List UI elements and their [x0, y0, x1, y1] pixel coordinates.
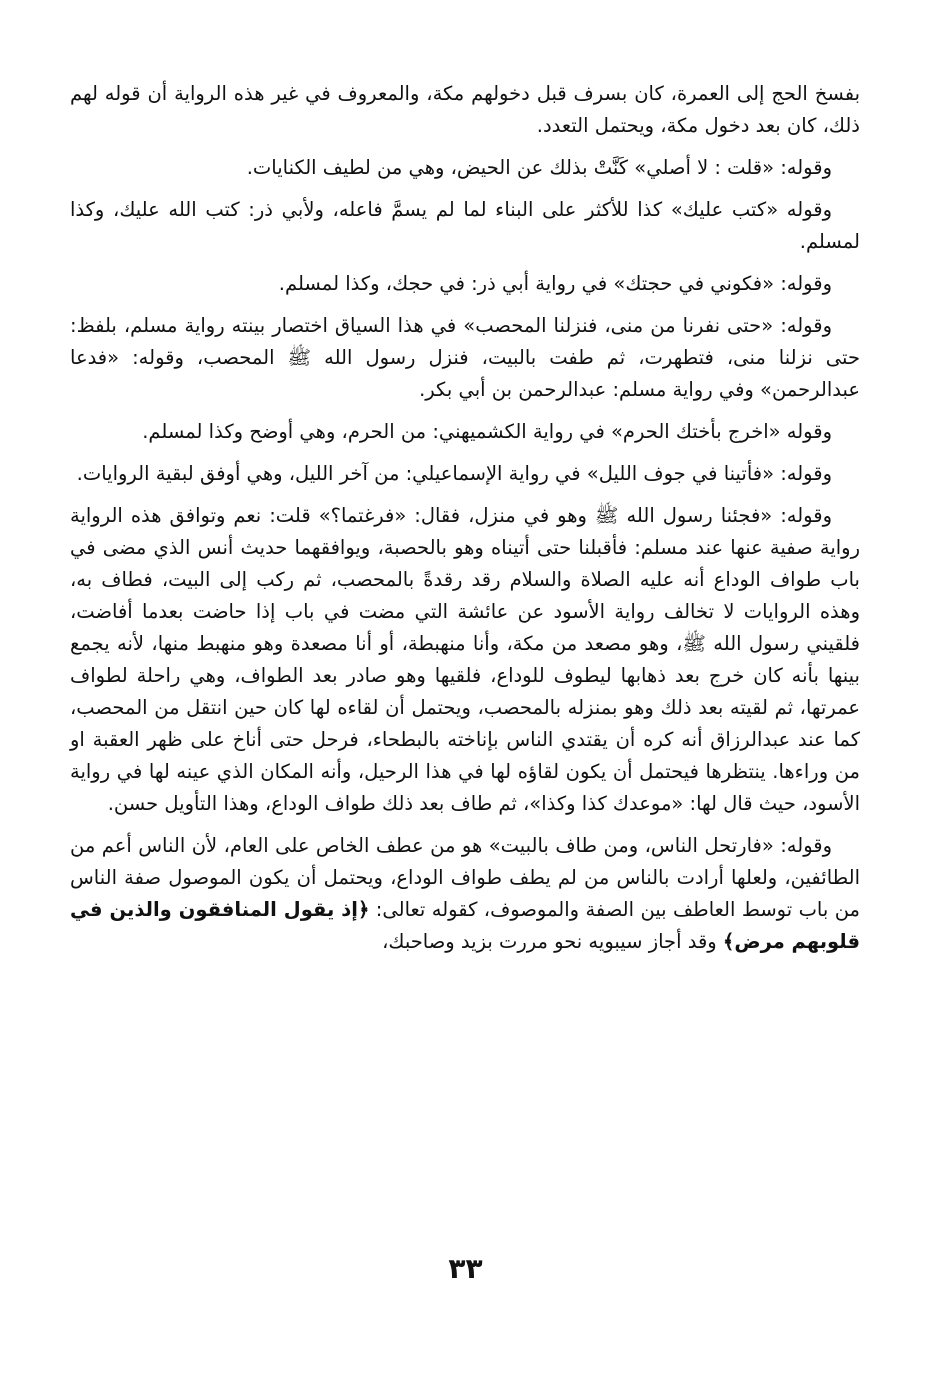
page-body — [70, 78, 860, 968]
quran-verse: ﴿إذ يقول المنافقون والذين في قلوبهم مرض﴾ — [70, 898, 860, 953]
paragraph-8: وقوله: «فجئنا رسول الله ﷺ وهو في منزل، فقال: «فرغتما؟» قلت: نعم وتوافق هذه الرواية رواية صفية عنها عند مسلم: فأقبلنا حتى أتيناه وهو بالحصبة، ويوافقهما حديث أنس الذي مضى في باب طواف الوداع أنه عليه الصلاة والسلام رقد رقدةً بالمحصب، ثم ركب إلى البيت، فطاف به، وهذه الروايات لا تخالف رواية الأسود عن عائشة التي مضت في باب إذا حاضت بعدما أفاضت، فلقيني رسول الله ﷺ، وهو مصعد من مكة، وأنا منهبطة، أو أنا مصعدة وهو منهبط منها، لأنه يجمع بينها بأنه كان خرج بعد ذهابها ليطوف للوداع، فلقيها وهو صادر بعد الطواف، وهي راحلة لطواف عمرتها، ثم لقيته بعد ذلك وهو بمنزله بالمحصب، ويحتمل أن لقاءه لها كان حين انتقل من المحصب، كما عند عبدالرزاق أنه كره أن يقتدي الناس بإناخته بالبطحاء، فرحل حتى أناخ على ظهر العقبة او من وراءها. ينتظرها فيحتمل أن يكون لقاؤه لها في هذا الرحيل، وأنه المكان الذي عينه لها في رواية الأسود، حيث قال لها: «موعدك كذا وكذا»، ثم طاف بعد ذلك طواف الوداع، وهذا التأويل حسن. — [70, 504, 860, 815]
paragraph-3: وقوله «كتب عليك» كذا للأكثر على البناء لما لم يسمَّ فاعله، ولأبي ذر: كتب الله عليك، وكذا لمسلم. — [70, 198, 860, 253]
paragraph-1: بفسخ الحج إلى العمرة، كان بسرف قبل دخولهم مكة، والمعروف في غير هذه الرواية أن قوله لهم ذلك، كان بعد دخول مكة، ويحتمل التعدد. — [70, 82, 860, 137]
page-number: ٣٣ — [448, 1252, 483, 1285]
paragraph-9-before: وقوله: «فارتحل الناس، ومن طاف بالبيت» هو من عطف الخاص على العام، لأن الناس أعم من الطائفين، ولعلها أرادت بالناس من لم يطف طواف الوداع، ويحتمل أن يكون الموصول صفة الناس من باب توسط العاطف بين الصفة والموصوف، كقوله تعالى: — [70, 834, 860, 921]
paragraph-9 — [70, 830, 860, 958]
paragraph-7: وقوله: «فأتينا في جوف الليل» في رواية الإسماعيلي: من آخر الليل، وهي أوفق لبقية الروايات. — [76, 462, 832, 485]
paragraph-6: وقوله «اخرج بأختك الحرم» في رواية الكشميهني: من الحرم، وهي أوضح وكذا لمسلم. — [142, 420, 832, 443]
paragraph-4: وقوله: «فكوني في حجتك» في رواية أبي ذر: في حجك، وكذا لمسلم. — [278, 272, 832, 295]
paragraph-9-after: وقد أجاز سيبويه نحو مررت بزيد وصاحبك، — [382, 930, 723, 953]
paragraph-5: وقوله: «حتى نفرنا من منى، فنزلنا المحصب» في هذا السياق اختصار بينته رواية مسلم، بلفظ: حتى نزلنا منى، فتطهرت، ثم طفت بالبيت، فنزل رسول الله ﷺ المحصب، وقوله: «فدعا عبدالرحمن» وفي رواية مسلم: عبدالرحمن بن أبي بكر. — [70, 314, 860, 401]
paragraph-2: وقوله: «قلت : لا أصلي» كَنَّتْ بذلك عن الحيض، وهي من لطيف الكنايات. — [246, 156, 832, 179]
